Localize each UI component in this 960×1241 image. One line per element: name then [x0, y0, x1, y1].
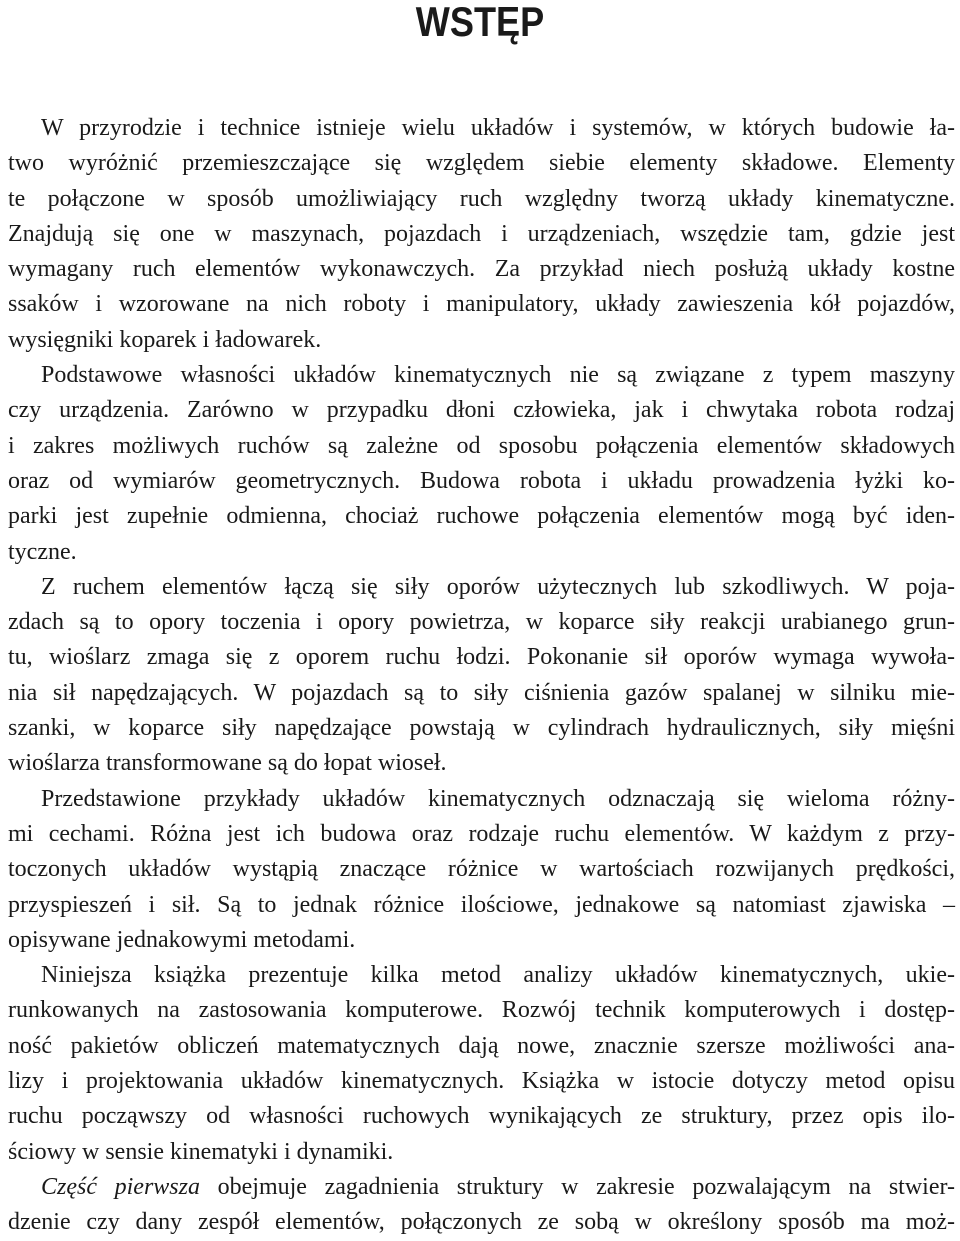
text-line: Z ruchem elementów łączą się siły oporów użytecznych lub szkodliwych. W poja-	[41, 573, 955, 600]
page-title: WSTĘP	[415, 0, 545, 45]
text-line	[8, 1170, 955, 1205]
text-line: te połączone w sposób umożliwiający ruch względny tworzą układy kinematyczne.	[8, 185, 955, 212]
text-line: two wyróżnić przemieszczające się względem siebie elementy składowe. Elementy	[8, 150, 955, 177]
text-line: tu, wioślarz zmaga się z oporem ruchu łodzi. Pokonanie sił oporów wymaga wywoła-	[8, 644, 955, 671]
text-line: Niniejsza książka prezentuje kilka metod analizy układów kinematycznych, ukie-	[41, 962, 955, 989]
text-line: Podstawowe własności układów kinematycznych nie są związane z typem maszyny	[41, 362, 955, 389]
text-line: wioślarza transformowane są do łopat wioseł.	[8, 750, 447, 777]
text-line: nia sił napędzających. W pojazdach są to siły ciśnienia gazów spalanej w silniku mie-	[8, 679, 955, 706]
text-line: ściowy w sensie kinematyki i dynamiki.	[8, 1138, 394, 1165]
emphasis-part-one: Część pierwsza	[41, 1173, 200, 1200]
text-line: dzenie czy dany zespół elementów, połączonych ze sobą w określony sposób ma moż-	[8, 1209, 955, 1236]
text-line: zdach są to opory toczenia i opory powietrza, w koparce siły reakcji urabianego grun-	[8, 609, 955, 636]
text-line: mi cechami. Różna jest ich budowa oraz rodzaje ruchu elementów. W każdym z przy-	[8, 820, 955, 847]
text-line: przyspieszeń i sił. Są to jednak różnice ilościowe, jednakowe są natomiast zjawiska –	[8, 891, 955, 918]
text-line: wysięgniki koparek i ładowarek.	[8, 326, 322, 353]
text-line: ssaków i wzorowane na nich roboty i manipulatory, układy zawieszenia kół pojazdów,	[8, 291, 955, 318]
text-line: wymagany ruch elementów wykonawczych. Za przykład niech posłużą układy kostne	[8, 256, 955, 283]
body-text	[8, 111, 955, 1241]
text-line: czy urządzenia. Zarówno w przypadku dłoni człowieka, jak i chwytaka robota rodzaj	[8, 397, 955, 424]
text-line: tyczne.	[8, 538, 77, 565]
text-line-rest: obejmuje zagadnienia struktury w zakresie pozwalającym na stwier-	[199, 1173, 956, 1200]
text-line: Znajdują się one w maszynach, pojazdach i urządzeniach, wszędzie tam, gdzie jest	[8, 220, 955, 247]
text-line: Przedstawione przykłady układów kinematycznych odznaczają się wieloma różny-	[41, 785, 955, 812]
text-line: ruchu począwszy od własności ruchowych wynikających ze struktury, przez opis ilo-	[8, 1103, 955, 1130]
text-line: runkowanych na zastosowania komputerowe. Rozwój technik komputerowych i dostęp-	[8, 997, 955, 1024]
text-line: ność pakietów obliczeń matematycznych dają nowe, znacznie szersze możliwości ana-	[8, 1032, 955, 1059]
text-line: i zakres możliwych ruchów są zależne od sposobu połączenia elementów składowych	[8, 432, 955, 459]
text-line: toczonych układów wystąpią znaczące różnice w wartościach rozwijanych prędkości,	[8, 856, 955, 883]
text-line: W przyrodzie i technice istnieje wielu układów i systemów, w których budowie ła-	[41, 115, 955, 141]
text-line: lizy i projektowania układów kinematycznych. Książka w istocie dotyczy metod opisu	[8, 1068, 955, 1095]
text-line: szanki, w koparce siły napędzające powstają w cylindrach hydraulicznych, siły mięśni	[8, 715, 955, 742]
text-line: parki jest zupełnie odmienna, chociaż ruchowe połączenia elementów mogą być iden-	[8, 503, 955, 530]
text-line: opisywane jednakowymi metodami.	[8, 926, 356, 953]
text-line: oraz od wymiarów geometrycznych. Budowa robota i układu prowadzenia łyżki ko-	[8, 467, 955, 494]
